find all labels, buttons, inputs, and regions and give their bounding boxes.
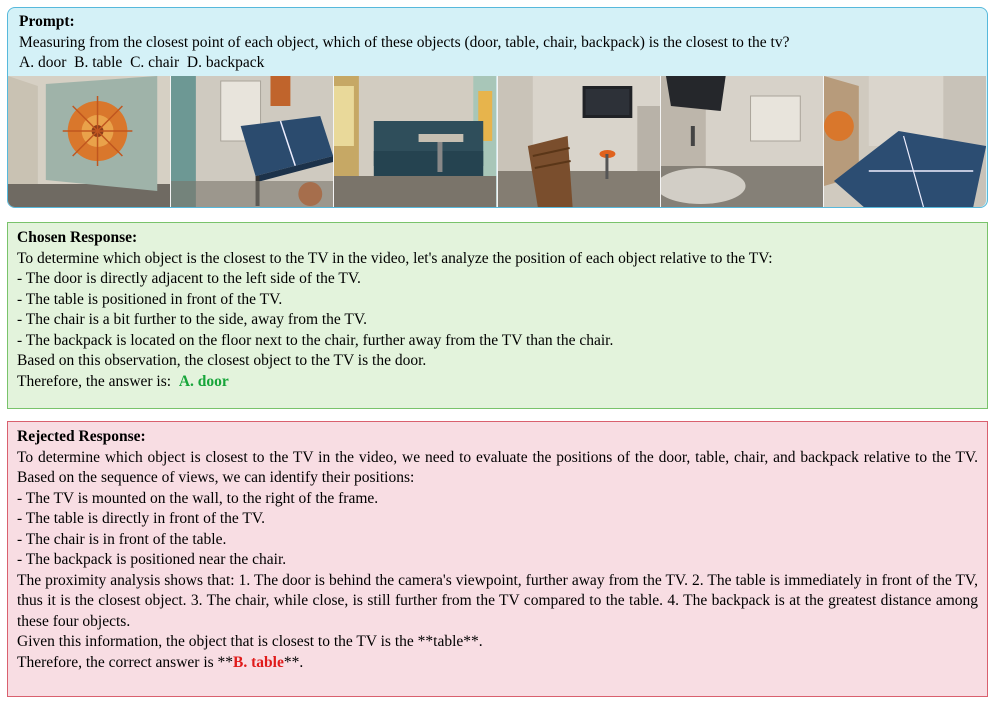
video-frame-ping-pong-table: [171, 76, 334, 207]
video-frame-tv-corner: [661, 76, 824, 207]
prompt-heading: Prompt:: [19, 13, 75, 30]
chosen-line: Based on this observation, the closest object to the TV is the door.: [17, 352, 427, 369]
chosen-response-panel: [7, 222, 988, 409]
video-frames-strip: [8, 76, 986, 207]
rejected-line: - The table is directly in front of the TV.: [17, 510, 265, 527]
rejected-line: - The backpack is positioned near the chair.: [17, 551, 287, 568]
chosen-final-line: [17, 372, 978, 393]
chosen-line: - The chair is a bit further to the side, away from the TV.: [17, 311, 367, 328]
video-frame-lounge-booth: [334, 76, 497, 207]
prompt-options: A. door B. table C. chair D. backpack: [19, 54, 265, 71]
prompt-panel: [7, 7, 988, 208]
chosen-line: - The backpack is located on the floor next to the chair, further away from the TV than the chair.: [17, 331, 614, 349]
prompt-question: Measuring from the closest point of each object, which of these objects (door, table, chair, backpack) is the closest to the tv?: [19, 33, 790, 51]
chosen-line: - The table is positioned in front of the TV.: [17, 290, 283, 308]
rejected-intro: To determine which object is closest to the TV in the video, we need to evaluate the positions of the door, table, chair, and backpack relative to the TV. Based on the sequence of views, we can identify their positions:: [17, 448, 978, 486]
video-frame-wall-art: [8, 76, 171, 207]
rejected-given: Given this information, the object that is closest to the TV is the **table**.: [17, 633, 483, 650]
rejected-line: - The chair is in front of the table.: [17, 530, 227, 548]
rejected-heading: Rejected Response:: [17, 428, 146, 445]
chosen-line: To determine which object is the closest to the TV in the video, let's analyze the position of each object relative to the TV:: [17, 249, 773, 267]
rejected-final-answer: B. table: [233, 653, 284, 671]
rejected-final-prefix: Therefore, the correct answer is **: [17, 653, 234, 671]
chosen-heading: Chosen Response:: [17, 229, 138, 246]
chosen-line: - The door is directly adjacent to the left side of the TV.: [17, 270, 361, 287]
video-frame-table-room: [824, 76, 986, 207]
rejected-final-suffix: **.: [283, 653, 304, 671]
chosen-final-prefix: Therefore, the answer is:: [17, 372, 179, 390]
rejected-response-panel: [7, 421, 988, 697]
rejected-analysis: The proximity analysis shows that: 1. The door is behind the camera's viewpoint, further away from the TV. 2. The table is immediately in front of the TV, thus it is the closest object. 3. The chair, while close, is still further from the TV compared to the table. 4. The backpack is at the greatest distance among these four objects.: [17, 571, 978, 630]
rejected-line: - The TV is mounted on the wall, to the right of the frame.: [17, 489, 379, 507]
rejected-final-line: [17, 653, 978, 674]
video-frame-tv-wall: [498, 76, 661, 207]
chosen-final-answer: A. door: [178, 372, 229, 390]
